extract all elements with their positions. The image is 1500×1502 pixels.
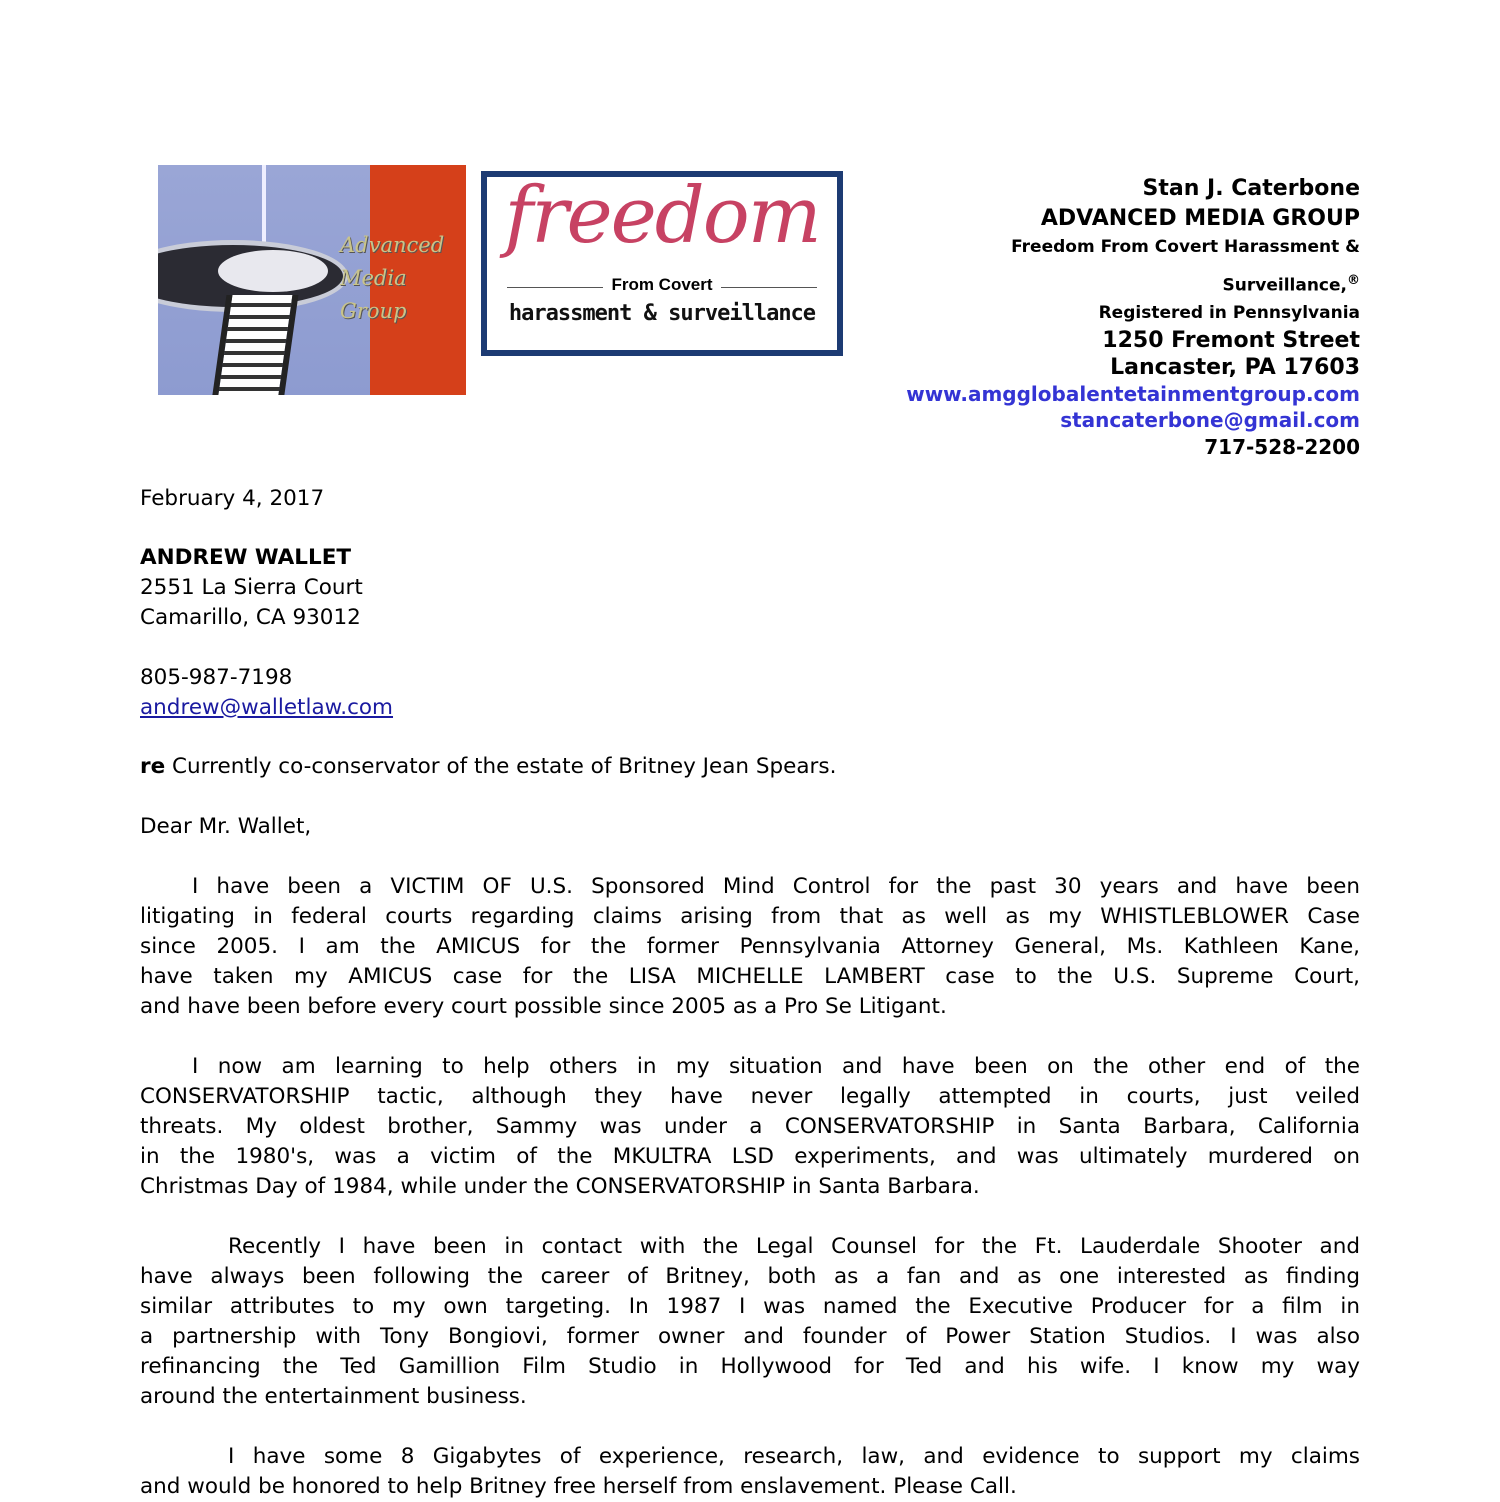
body-paragraph [140,1442,1360,1502]
sender-phone: 717-528-2200 [1204,434,1360,459]
paragraph-line: Recently I have been in contact with the Legal Counsel for the Ft. Lauderdale Shooter and [228,1234,1360,1259]
letterhead [906,174,1360,460]
paragraph-line: similar attributes to my own targeting. In 1987 I was named the Executive Producer for a film in [140,1294,1360,1319]
letter-date: February 4, 2017 [140,486,325,511]
freedom-logo: freedom From Covert harassment & surveillance [481,171,843,356]
sender-tagline: Freedom From Covert Harassment & [1011,237,1360,257]
body-paragraph [140,1052,1360,1202]
paragraph-line: around the entertainment business. [140,1384,527,1409]
paragraph-line: in the 1980's, was a victim of the MKULTRA LSD experiments, and was ultimately murdered on [140,1144,1360,1169]
paragraph-line: refinancing the Ted Gamillion Film Studio in Hollywood for Ted and his wife. I know my way [140,1354,1360,1379]
paragraph-line: and have been before every court possible since 2005 as a Pro Se Litigant. [140,994,947,1019]
advanced-media-group-logo [158,165,466,395]
recipient-block [140,543,1360,723]
amg-logo-text: Advanced Media Group [340,233,445,323]
recipient-city: Camarillo, CA 93012 [140,605,361,630]
recipient-phone: 805-987-7198 [140,665,293,690]
sender-email-link[interactable]: stancaterbone@gmail.com [1060,408,1360,433]
paragraph-line: I now am learning to help others in my situation and have been on the other end of the [192,1054,1360,1079]
paragraph-line: litigating in federal courts regarding claims arising from that as well as my WHISTLEBLOWER Case [140,904,1360,929]
recipient-street: 2551 La Sierra Court [140,575,363,600]
paragraph-line: I have some 8 Gigabytes of experience, research, law, and evidence to support my claims [228,1444,1360,1469]
paragraph-line: have taken my AMICUS case for the LISA MICHELLE LAMBERT case to the U.S. Supreme Court, [140,964,1360,989]
body-paragraph [140,1232,1360,1412]
sender-company: ADVANCED MEDIA GROUP [1040,206,1360,231]
paragraph-line: I have been a VICTIM OF U.S. Sponsored Mind Control for the past 30 years and have been [192,874,1360,899]
salutation: Dear Mr. Wallet, [140,814,312,839]
sender-website-link[interactable]: www.amgglobalentetainmentgroup.com [906,381,1360,406]
sender-street: 1250 Fremont Street [1102,327,1360,353]
paragraph-line: a partnership with Tony Bongiovi, former owner and founder of Power Station Studios. I was also [140,1324,1360,1349]
re-line: re Currently co-conservator of the estate of Britney Jean Spears. [140,754,837,779]
paragraph-line: threats. My oldest brother, Sammy was under a CONSERVATORSHIP in Santa Barbara, California [140,1114,1360,1139]
paragraph-line: have always been following the career of Britney, both as a fan and as one interested as finding [140,1264,1360,1289]
sender-city: Lancaster, PA 17603 [1110,354,1360,380]
recipient-email-link[interactable]: andrew@walletlaw.com [140,695,394,720]
paragraph-line: and would be honored to help Britney free herself from enslavement. Please Call. [140,1474,1017,1499]
paragraph-line: Christmas Day of 1984, while under the CONSERVATORSHIP in Santa Barbara. [140,1174,980,1199]
sender-name: Stan J. Caterbone [1142,176,1360,201]
sender-tagline-2: Surveillance,® [1222,273,1360,296]
sender-registered: Registered in Pennsylvania [1098,302,1360,323]
paragraph-line: since 2005. I am the AMICUS for the former Pennsylvania Attorney General, Ms. Kathleen Kane, [140,934,1360,959]
paragraph-line: CONSERVATORSHIP tactic, although they have never legally attempted in courts, just veiled [140,1084,1360,1109]
letter-body [140,872,1360,1502]
body-paragraph [140,872,1360,1022]
recipient-name: ANDREW WALLET [140,545,352,570]
